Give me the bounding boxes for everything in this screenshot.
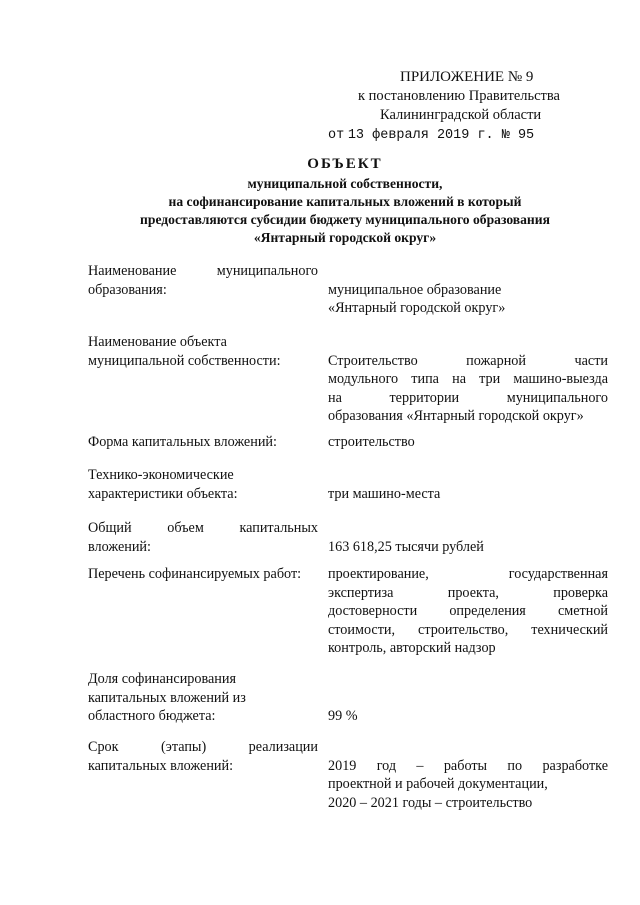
row-label: Технико-экономические характеристики объекта: xyxy=(88,467,238,502)
row-label: Общий объем капитальных вложений: xyxy=(88,520,318,555)
row-label: Доля софинансирования капитальных вложений из областного бюджета: xyxy=(88,671,246,725)
row-value: строительство xyxy=(328,434,415,450)
row-label: Перечень софинансируемых работ: xyxy=(88,566,302,582)
row-implementation-period xyxy=(88,738,608,838)
document-title xyxy=(60,155,630,247)
title-line-3: предоставляются субсидии бюджету муниципального образования xyxy=(140,212,550,227)
appendix-date-prefix: от xyxy=(328,128,345,143)
appendix-title: ПРИЛОЖЕНИЕ № 9 xyxy=(400,69,534,85)
row-value: муниципальное образование «Янтарный городской округ» xyxy=(328,281,506,317)
row-label: Срок (этапы) реализации капитальных вложений: xyxy=(88,739,318,774)
row-value: 99 % xyxy=(328,708,358,725)
appendix-block xyxy=(320,68,580,145)
row-value: Строительство пожарной части модульного типа на три машино-выезда на территории муниципального образования «Янтарный городской округ» xyxy=(328,352,608,425)
row-value: 2019 год – работы по разработке проектной и рабочей документации, 2020 – 2021 годы – строительство xyxy=(328,757,608,811)
row-value: 163 618,25 тысячи рублей xyxy=(328,538,484,555)
appendix-date-value: 13 февраля 2019 г. № 95 xyxy=(347,128,535,143)
row-value: проектирование, государственная экспертиза проекта, проверка достоверности определения сметной стоимости, строительство, технический контроль, авторский надзор xyxy=(328,566,608,657)
row-total-volume xyxy=(88,519,608,559)
title-main: ОБЪЕКТ xyxy=(307,156,383,172)
row-municipality xyxy=(88,262,608,317)
appendix-region: Калининградской области xyxy=(380,107,542,123)
row-label: Наименование муниципального образования: xyxy=(88,263,318,298)
row-label: Форма капитальных вложений: xyxy=(88,434,277,450)
appendix-date xyxy=(328,125,580,145)
title-line-1: муниципальной собственности, xyxy=(247,176,443,191)
row-works-list xyxy=(88,565,608,660)
row-label: Наименование объекта муниципальной собственности: xyxy=(88,334,281,369)
row-characteristics xyxy=(88,466,608,506)
row-object-name xyxy=(88,333,608,425)
row-investment-form xyxy=(88,433,608,453)
row-cofinancing-share xyxy=(88,670,608,728)
row-value: три машино-места xyxy=(328,485,441,502)
title-line-2: на софинансирование капитальных вложений в который xyxy=(168,194,522,209)
appendix-decree: к постановлению Правительства xyxy=(358,88,560,104)
title-line-4: «Янтарный городской округ» xyxy=(253,230,437,245)
